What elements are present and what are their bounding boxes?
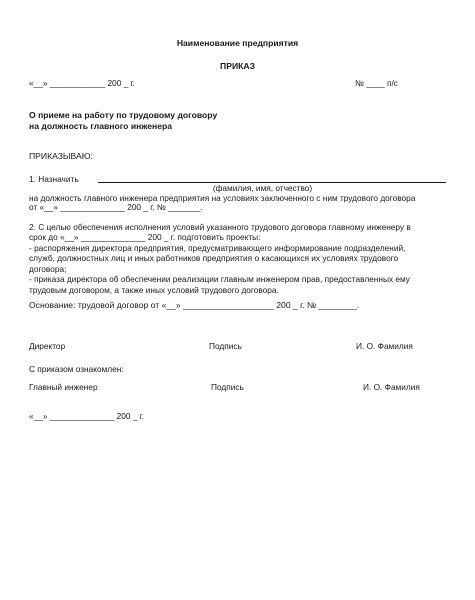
item2-line-7: трудовым договором, а также иных условий трудового договора.: [29, 284, 279, 295]
item1-body-line-1: на должность главного инженера предприятия на условиях заключенного с ним трудового договора: [29, 193, 416, 203]
order-date: «__» ____________ 200 _ г.: [29, 78, 135, 88]
engineer-signature: Подпись: [211, 382, 244, 392]
item1-name-hint: (фамилия, имя, отчество): [212, 183, 313, 193]
item1-body-line-2: от «__» ______________ 200 _ г. № _______.: [29, 202, 203, 212]
order-verb: ПРИКАЗЫВАЮ:: [29, 151, 93, 161]
order-title: ПРИКАЗ: [220, 61, 255, 71]
basis-line: Основание: трудовой договор от «__» ___________________ 200 _ г. № ________.: [29, 300, 360, 310]
director-name: И. О. Фамилия: [356, 341, 413, 351]
item2-line-3: - распоряжения директора предприятия, предусматривающего информирование подразделений,: [29, 242, 406, 253]
item2-paragraph: [29, 222, 449, 295]
director-signature: Подпись: [209, 341, 242, 351]
item2-line-5: договора;: [29, 263, 67, 274]
item2-line-1: 2. С целью обеспечения исполнения условий указанного трудового договора главному инженеру в: [29, 222, 411, 232]
order-number: № ____ п/с: [355, 78, 398, 88]
acquainted-label: С приказом ознакомлен:: [29, 364, 124, 374]
engineer-title: Главный инженер: [29, 382, 98, 392]
director-title: Директор: [29, 341, 66, 351]
item2-line-6: - приказа директора об обеспечении реализации главным инженером прав, предоставленных ему: [29, 274, 410, 285]
item2-line-4: служб, должностных лиц и иных работников предприятия о касающихся их условиях трудового: [29, 253, 399, 264]
organization-name: Наименование предприятия: [176, 38, 299, 48]
acquainted-date: «__» ______________ 200 _ г.: [29, 411, 145, 421]
item2-line-2: срок до «__» ______________ 200 _ г. подготовить проекты:: [29, 232, 261, 243]
order-subject: [29, 110, 289, 131]
subject-line-2: на должность главного инженера: [29, 120, 173, 131]
item1-label: 1. Назначить: [29, 174, 79, 184]
engineer-name: И. О. Фамилия: [363, 382, 420, 392]
subject-line-1: О приеме на работу по трудовому договору: [29, 110, 218, 120]
